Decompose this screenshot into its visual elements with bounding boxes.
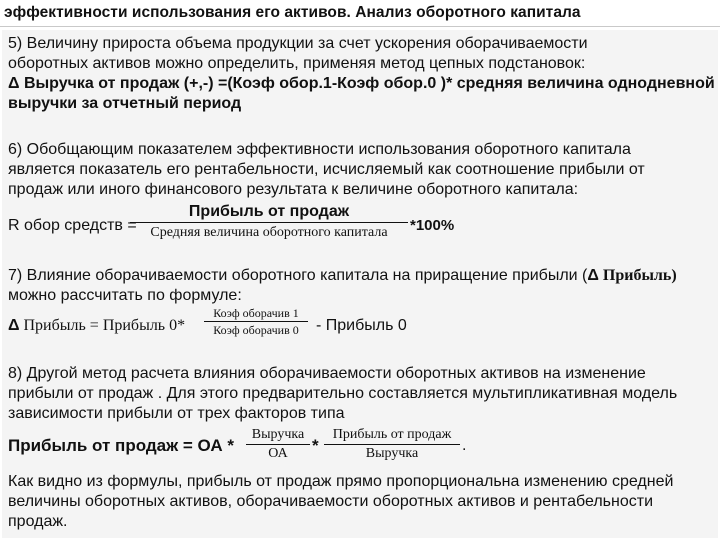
s7-fraction-bar bbox=[204, 321, 308, 322]
s7-fraction-numerator: Коэф оборачив 1 bbox=[213, 306, 299, 320]
s8-conclusion-line-1: Как видно из формулы, прибыль от продаж прямо пропорциональна изменению средней bbox=[8, 473, 674, 490]
title-bar bbox=[0, 0, 720, 27]
s8-fraction-2 bbox=[324, 427, 460, 462]
s8-formula-lhs: Прибыль от продаж = ОА * bbox=[8, 436, 234, 455]
s8-formula-star: * bbox=[312, 436, 319, 455]
s8-conclusion-line-2: величины оборотных активов, оборачиваемости оборотных активов и рентабельности bbox=[8, 493, 653, 510]
s6-line-3: продаж или иного финансового результата к величине оборотного капитала: bbox=[8, 181, 579, 198]
s7-fraction-denominator: Коэф оборачив 0 bbox=[213, 323, 299, 337]
s6-percent: *100% bbox=[410, 217, 455, 234]
s6-fraction bbox=[130, 202, 408, 241]
s8-fraction-2-denominator: Выручка bbox=[365, 446, 419, 461]
s7-line-1-delta: Δ bbox=[587, 267, 599, 284]
s8-fraction-2-bar bbox=[324, 444, 460, 445]
s8-line-1: 8) Другой метод расчета влияния оборачиваемости оборотных активов на изменение bbox=[8, 365, 646, 382]
s7-line-1-profit: Прибыль) bbox=[598, 267, 677, 284]
s5-formula-line-1: Δ Выручка от продаж (+,-) =(Коэф обор.1-Коэф обор.0 )* средняя величина однодневной bbox=[8, 75, 715, 92]
s7-line-1-text: 7) Влияние оборачиваемости оборотного капитала на приращение прибыли ( bbox=[8, 267, 588, 284]
s8-fraction-1-denominator: ОА bbox=[268, 446, 288, 461]
s8-fraction-1-bar bbox=[246, 444, 310, 445]
s8-line-3: зависимости прибыли от трех факторов типа bbox=[8, 405, 345, 422]
s8-fraction-2-numerator: Прибыль от продаж bbox=[332, 427, 452, 442]
s8-formula-dot: . bbox=[462, 437, 467, 454]
slide-content bbox=[2, 30, 718, 538]
s7-line-1 bbox=[8, 266, 677, 286]
s6-fraction-numerator: Прибыль от продаж bbox=[188, 203, 350, 220]
s7-formula-rhs: - Прибыль 0 bbox=[316, 317, 407, 334]
s7-formula-lhs-text: Прибыль = Прибыль 0* bbox=[19, 317, 186, 334]
s5-formula-line-2: выручки за отчетный период bbox=[8, 95, 242, 112]
s7-formula-delta: Δ bbox=[8, 317, 20, 334]
s6-fraction-denominator: Средняя величина оборотного капитала bbox=[150, 225, 388, 240]
s8-fraction-1 bbox=[246, 427, 310, 462]
s8-conclusion-line-3: продаж. bbox=[8, 513, 68, 530]
s5-line-1: 5) Величину прироста объема продукции за счет ускорения оборачиваемости bbox=[8, 35, 588, 52]
page-title: эффективности использования его активов. Анализ оборотного капитала bbox=[4, 4, 581, 21]
s7-line-2: можно рассчитать по формуле: bbox=[8, 287, 242, 304]
s8-line-2: прибыли от продаж . Для этого предварительно составляется мультипликативная модель bbox=[8, 385, 678, 402]
s8-fraction-1-numerator: Выручка bbox=[251, 427, 305, 442]
s6-line-2: является показатель его рентабельности, исчисляемый как соотношение прибыли от bbox=[8, 161, 645, 178]
s7-formula-lhs bbox=[8, 316, 185, 336]
s6-line-1: 6) Обобщающим показателем эффективности использования оборотного капитала bbox=[8, 141, 631, 158]
s5-line-2: оборотных активов можно определить, применяя метод цепных подстановок: bbox=[8, 55, 586, 72]
s6-fraction-bar bbox=[130, 222, 408, 223]
s6-formula-lhs: R обор средств = bbox=[8, 217, 137, 234]
s7-fraction bbox=[204, 306, 308, 337]
